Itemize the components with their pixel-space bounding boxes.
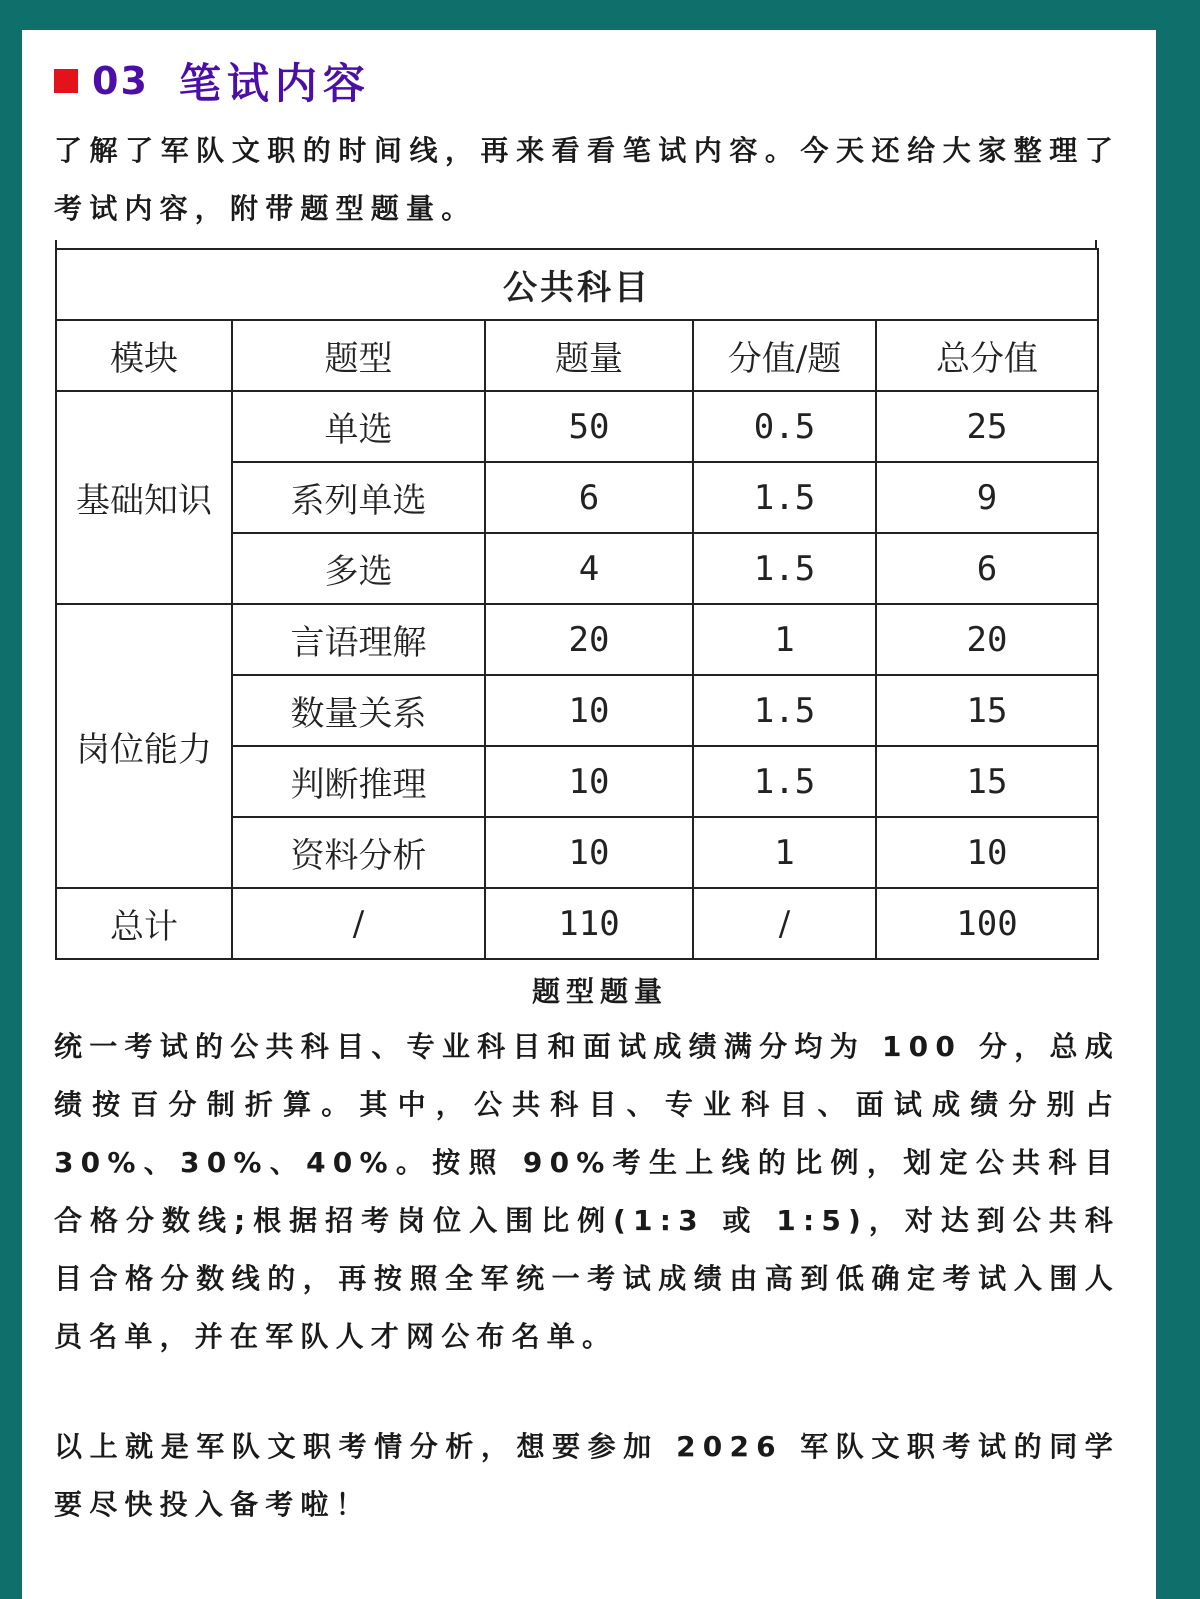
header-cell: 分值/题	[693, 320, 876, 391]
type-cell: 判断推理	[232, 746, 485, 817]
body-paragraph: 统一考试的公共科目、专业科目和面试成绩满分均为 100 分，总成绩按百分制折算。其中，公共科目、专业科目、面试成绩分别占 30%、30%、40%。按照 90%考生上线的比例，划定公共科目合格分数线;根据招考岗位入围比例(1:3 或 1:5)，对达到公共科目合格分数线的，再按照全军统一考试成绩由高到低确定考试入围人员名单，并在军队人才网公布名单。	[54, 1030, 1120, 1353]
table-row	[56, 604, 1098, 675]
score-cell: 1.5	[693, 533, 876, 604]
header-cell: 题量	[485, 320, 693, 391]
section-number: 03	[92, 59, 149, 103]
type-cell: 数量关系	[232, 675, 485, 746]
section-heading	[54, 52, 371, 110]
type-cell: 单选	[232, 391, 485, 462]
section-title: 笔试内容	[178, 59, 371, 108]
score-cell: /	[693, 888, 876, 959]
header-cell: 总分值	[876, 320, 1098, 391]
header-cell: 模块	[56, 320, 232, 391]
type-cell: 言语理解	[232, 604, 485, 675]
score-cell: 1	[693, 604, 876, 675]
module-cell: 基础知识	[56, 391, 232, 604]
table-caption: 题型题量	[531, 975, 668, 1008]
score-cell: 1	[693, 817, 876, 888]
total-cell: 100	[876, 888, 1098, 959]
total-cell: 10	[876, 817, 1098, 888]
count-cell: 110	[485, 888, 693, 959]
exam-table	[55, 248, 1099, 960]
score-cell: 1.5	[693, 746, 876, 817]
type-cell: /	[232, 888, 485, 959]
header-cell: 题型	[232, 320, 485, 391]
module-cell: 岗位能力	[56, 604, 232, 888]
count-cell: 50	[485, 391, 693, 462]
table-title-row	[56, 249, 1098, 320]
table-total-row	[56, 888, 1098, 959]
count-cell: 10	[485, 746, 693, 817]
total-cell: 9	[876, 462, 1098, 533]
count-cell: 10	[485, 675, 693, 746]
table-row	[56, 391, 1098, 462]
total-cell: 15	[876, 746, 1098, 817]
count-cell: 10	[485, 817, 693, 888]
total-cell: 20	[876, 604, 1098, 675]
type-cell: 系列单选	[232, 462, 485, 533]
score-cell: 0.5	[693, 391, 876, 462]
red-square-icon	[54, 69, 78, 93]
closing-paragraph: 以上就是军队文职考情分析，想要参加 2026 军队文职考试的同学要尽快投入备考啦！	[54, 1430, 1120, 1521]
score-cell: 1.5	[693, 462, 876, 533]
total-label-cell: 总计	[56, 888, 232, 959]
type-cell: 资料分析	[232, 817, 485, 888]
count-cell: 6	[485, 462, 693, 533]
total-cell: 25	[876, 391, 1098, 462]
count-cell: 4	[485, 533, 693, 604]
intro-paragraph: 了解了军队文职的时间线，再来看看笔试内容。今天还给大家整理了考试内容，附带题型题量。	[54, 134, 1120, 225]
score-cell: 1.5	[693, 675, 876, 746]
table-subject-title: 公共科目	[56, 249, 1098, 320]
table-header-row	[56, 320, 1098, 391]
total-cell: 15	[876, 675, 1098, 746]
count-cell: 20	[485, 604, 693, 675]
total-cell: 6	[876, 533, 1098, 604]
type-cell: 多选	[232, 533, 485, 604]
